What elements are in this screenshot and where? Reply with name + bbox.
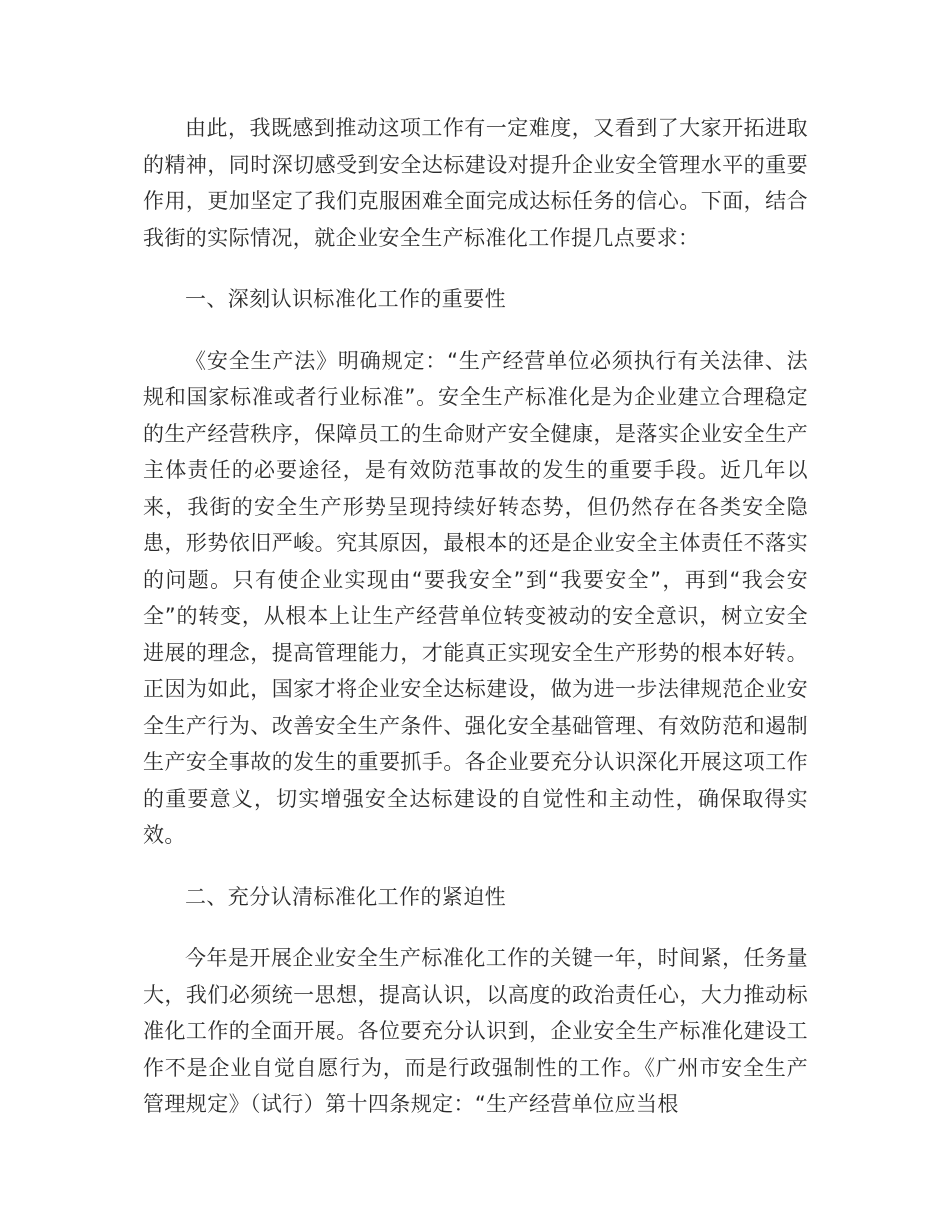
document-body — [143, 110, 808, 1123]
paragraph-gap — [143, 318, 808, 343]
paragraph-gap — [143, 256, 808, 281]
paragraph-gap — [143, 854, 808, 879]
paragraph-intro: 由此，我既感到推动这项工作有一定难度，又看到了大家开拓进取的精神，同时深切感受到安全达标建设对提升企业安全管理水平的重要作用，更加坚定了我们克服困难全面完成达标任务的信心。下面，结合我街的实际情况，就企业安全生产标准化工作提几点要求： — [143, 116, 808, 250]
section-heading-importance: 一、深刻认识标准化工作的重要性 — [185, 287, 506, 311]
paragraph-urgency: 今年是开展企业安全生产标准化工作的关键一年，时间紧，任务量大，我们必须统一思想，提高认识，以高度的政治责任心，大力推动标准化工作的全面开展。各位要充分认识到，企业安全生产标准化建设工作不是企业自觉自愿行为，而是行政强制性的工作。《广州市安全生产管理规定》（试行）第十四条规定：“生产经营单位应当根 — [143, 946, 808, 1116]
paragraph-gap — [143, 915, 808, 940]
section-heading-urgency: 二、充分认清标准化工作的紧迫性 — [185, 884, 506, 909]
paragraph-importance: 《安全生产法》明确规定：“生产经营单位必须执行有关法律、法规和国家标准或者行业标准”。安全生产标准化是为企业建立合理稳定的生产经营秩序，保障员工的生命财产安全健康，是落实企业安全生产主体责任的必要途径，是有效防范事故的发生的重要手段。近几年以来，我街的安全生产形势呈现持续好转态势，但仍然存在各类安全隐患，形势依旧严峻。究其原因，最根本的还是企业安全主体责任不落实的问题。只有使企业实现由“要我安全”到“我要安全”，再到“我会安全”的转变，从根本上让生产经营单位转变被动的安全意识，树立安全进展的理念，提高管理能力，才能真正实现安全生产形势的根本好转。正因为如此，国家才将企业安全达标建设，做为进一步法律规范企业安全生产行为、改善安全生产条件、强化安全基础管理、有效防范和遏制生产安全事故的发生的重要抓手。各企业要充分认识深化开展这项工作的重要意义，切实增强安全达标建设的自觉性和主动性，确保取得实效。 — [143, 348, 808, 847]
